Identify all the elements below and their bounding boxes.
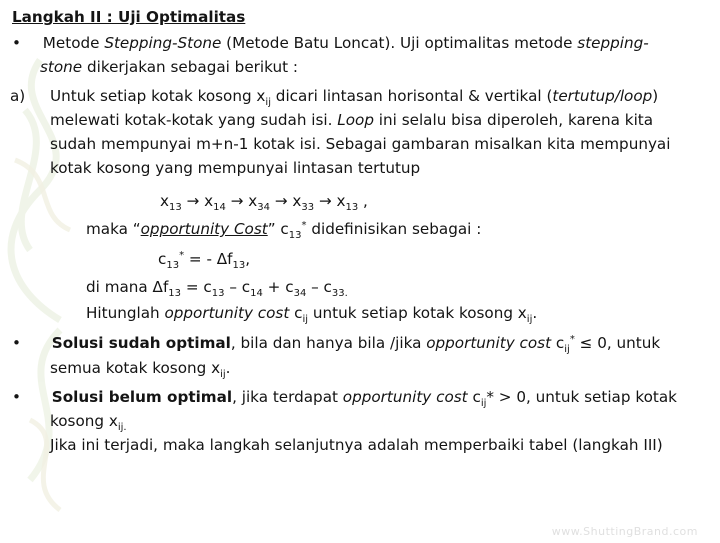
hitung-sub1: ij <box>302 314 309 326</box>
intro-method-name: Stepping-Stone <box>104 34 222 52</box>
hitung-line <box>86 302 537 325</box>
f2-pre: di mana Δf <box>86 278 169 296</box>
opp-def-sup: * <box>301 219 307 231</box>
hitung-italic: opportunity cost <box>164 304 290 322</box>
optimal-bold: Solusi sudah optimal <box>51 334 231 352</box>
path-x-2: x <box>204 192 214 210</box>
bullet-mark: • <box>12 334 21 352</box>
path-x-3: x <box>248 192 258 210</box>
not-optimal-italic: opportunity cost <box>342 388 468 406</box>
bullet-not-optimal <box>12 386 677 409</box>
f2-s5: 33. <box>331 288 348 300</box>
item-a-line-2 <box>50 109 653 132</box>
item-a-l2-post: ini selalu bisa diperoleh, karena kita <box>373 111 654 129</box>
closed-path <box>160 190 368 213</box>
path-x-1: x <box>160 192 169 210</box>
optimal-mid: c <box>551 334 565 352</box>
f1-rhs-sub: 13 <box>232 260 246 272</box>
path-sub-5: 13 <box>345 202 359 214</box>
item-a-l2-italic: Loop <box>337 111 374 129</box>
bullet-optimal <box>12 332 660 355</box>
item-a-l2-pre: melewati kotak-kotak yang sudah isi. <box>50 111 338 129</box>
item-a-label: a) <box>10 87 26 105</box>
hitung-end: . <box>532 304 538 322</box>
optimal-l2-sub: ij <box>220 369 226 381</box>
path-sub-4: 33 <box>301 202 315 214</box>
optimal-l2-pre: semua kotak kosong x <box>50 359 221 377</box>
not-optimal-l2-sub: ij. <box>117 422 127 434</box>
path-arrow-icon: → <box>318 192 332 210</box>
f1-sub: 13 <box>166 260 180 272</box>
optimal-l2-end: . <box>225 359 231 377</box>
opp-def-pre: maka “ <box>86 220 141 238</box>
intro-line-2 <box>40 56 298 79</box>
f1-rhs: = - Δf <box>184 250 233 268</box>
optimal-sup: * <box>569 333 575 345</box>
bullet-mark: • <box>12 388 21 406</box>
slide-title: Langkah II : Uji Optimalitas <box>12 8 246 26</box>
not-optimal-bold: Solusi belum optimal <box>51 388 233 406</box>
item-a-line-1 <box>50 85 658 108</box>
path-arrow-icon: → <box>230 192 244 210</box>
bullet-intro <box>12 32 649 55</box>
not-optimal-mid: c <box>467 388 481 406</box>
opp-def-term: opportunity Cost <box>140 220 268 238</box>
intro-method-word: stepping- <box>577 34 649 52</box>
opp-def-sub: 13 <box>288 230 302 242</box>
hitung-pre: Hitunglah <box>86 304 165 322</box>
optimal-pre: , bila dan hanya bila /jika <box>230 334 427 352</box>
intro-line2-italic: stone <box>40 58 83 76</box>
formula-opportunity-cost <box>158 248 250 271</box>
path-x-5: x <box>336 192 346 210</box>
not-optimal-l2-pre: kosong x <box>50 412 118 430</box>
optimal-line-2 <box>50 357 230 380</box>
f2-p1: = c <box>181 278 212 296</box>
optimal-post: ≤ 0, untuk <box>574 334 661 352</box>
item-a-l1-sub: ij <box>265 97 271 109</box>
intro-post: (Metode Batu Loncat). Uji optimalitas metode <box>221 34 578 52</box>
not-optimal-line-3: Jika ini terjadi, maka langkah selanjutnya adalah memperbaiki tabel (langkah III) <box>50 436 663 454</box>
item-a-l1-pre: Untuk setiap kotak kosong x <box>50 87 266 105</box>
f2-s1: 13 <box>168 288 182 300</box>
f2-p3: + c <box>262 278 294 296</box>
watermark: www.ShuttingBrand.com <box>551 525 698 538</box>
path-sub-2: 14 <box>213 202 226 214</box>
opp-def-mid: ” c <box>267 220 289 238</box>
path-end: , <box>358 192 368 210</box>
opp-def-post: didefinisikan sebagai : <box>306 220 482 238</box>
f2-s3: 14 <box>250 288 263 300</box>
intro-pre: Metode <box>42 34 105 52</box>
path-arrow-icon: → <box>274 192 288 210</box>
formula-delta-f <box>86 276 348 299</box>
f2-s2: 13 <box>211 288 225 300</box>
item-a-l1-mid: dicari lintasan horisontal & vertikal ( <box>270 87 553 105</box>
item-a-l1-end: ) <box>652 87 659 105</box>
path-arrow-icon: → <box>186 192 200 210</box>
path-x-4: x <box>292 192 302 210</box>
not-optimal-line-2 <box>50 410 127 433</box>
f1-c: c <box>158 250 167 268</box>
not-optimal-pre: , jika terdapat <box>232 388 343 406</box>
intro-line2-rest: dikerjakan sebagai berikut : <box>82 58 298 76</box>
f2-p4: – c <box>306 278 332 296</box>
not-optimal-sub: ij <box>480 398 487 410</box>
hitung-mid: c <box>289 304 303 322</box>
item-a-line-4: kotak kosong yang mempunyai lintasan tertutup <box>50 159 421 177</box>
not-optimal-post: * > 0, untuk setiap kotak <box>486 388 677 406</box>
bullet-mark: • <box>12 34 21 52</box>
path-sub-3: 34 <box>257 202 270 214</box>
hitung-mid2: untuk setiap kotak kosong x <box>308 304 527 322</box>
optimal-italic: opportunity cost <box>426 334 552 352</box>
f1-sup: * <box>179 249 185 261</box>
f2-s4: 34 <box>293 288 307 300</box>
item-a-l1-italic: tertutup/loop <box>552 87 653 105</box>
hitung-sub2: ij <box>526 314 533 326</box>
opportunity-cost-definition <box>86 218 481 241</box>
f1-end: , <box>245 250 251 268</box>
path-sub-1: 13 <box>169 202 182 214</box>
f2-p2: – c <box>224 278 251 296</box>
optimal-sub: ij <box>564 344 570 356</box>
item-a-line-3: sudah mempunyai m+n-1 kotak isi. Sebagai gambaran misalkan kita mempunyai <box>50 135 671 153</box>
